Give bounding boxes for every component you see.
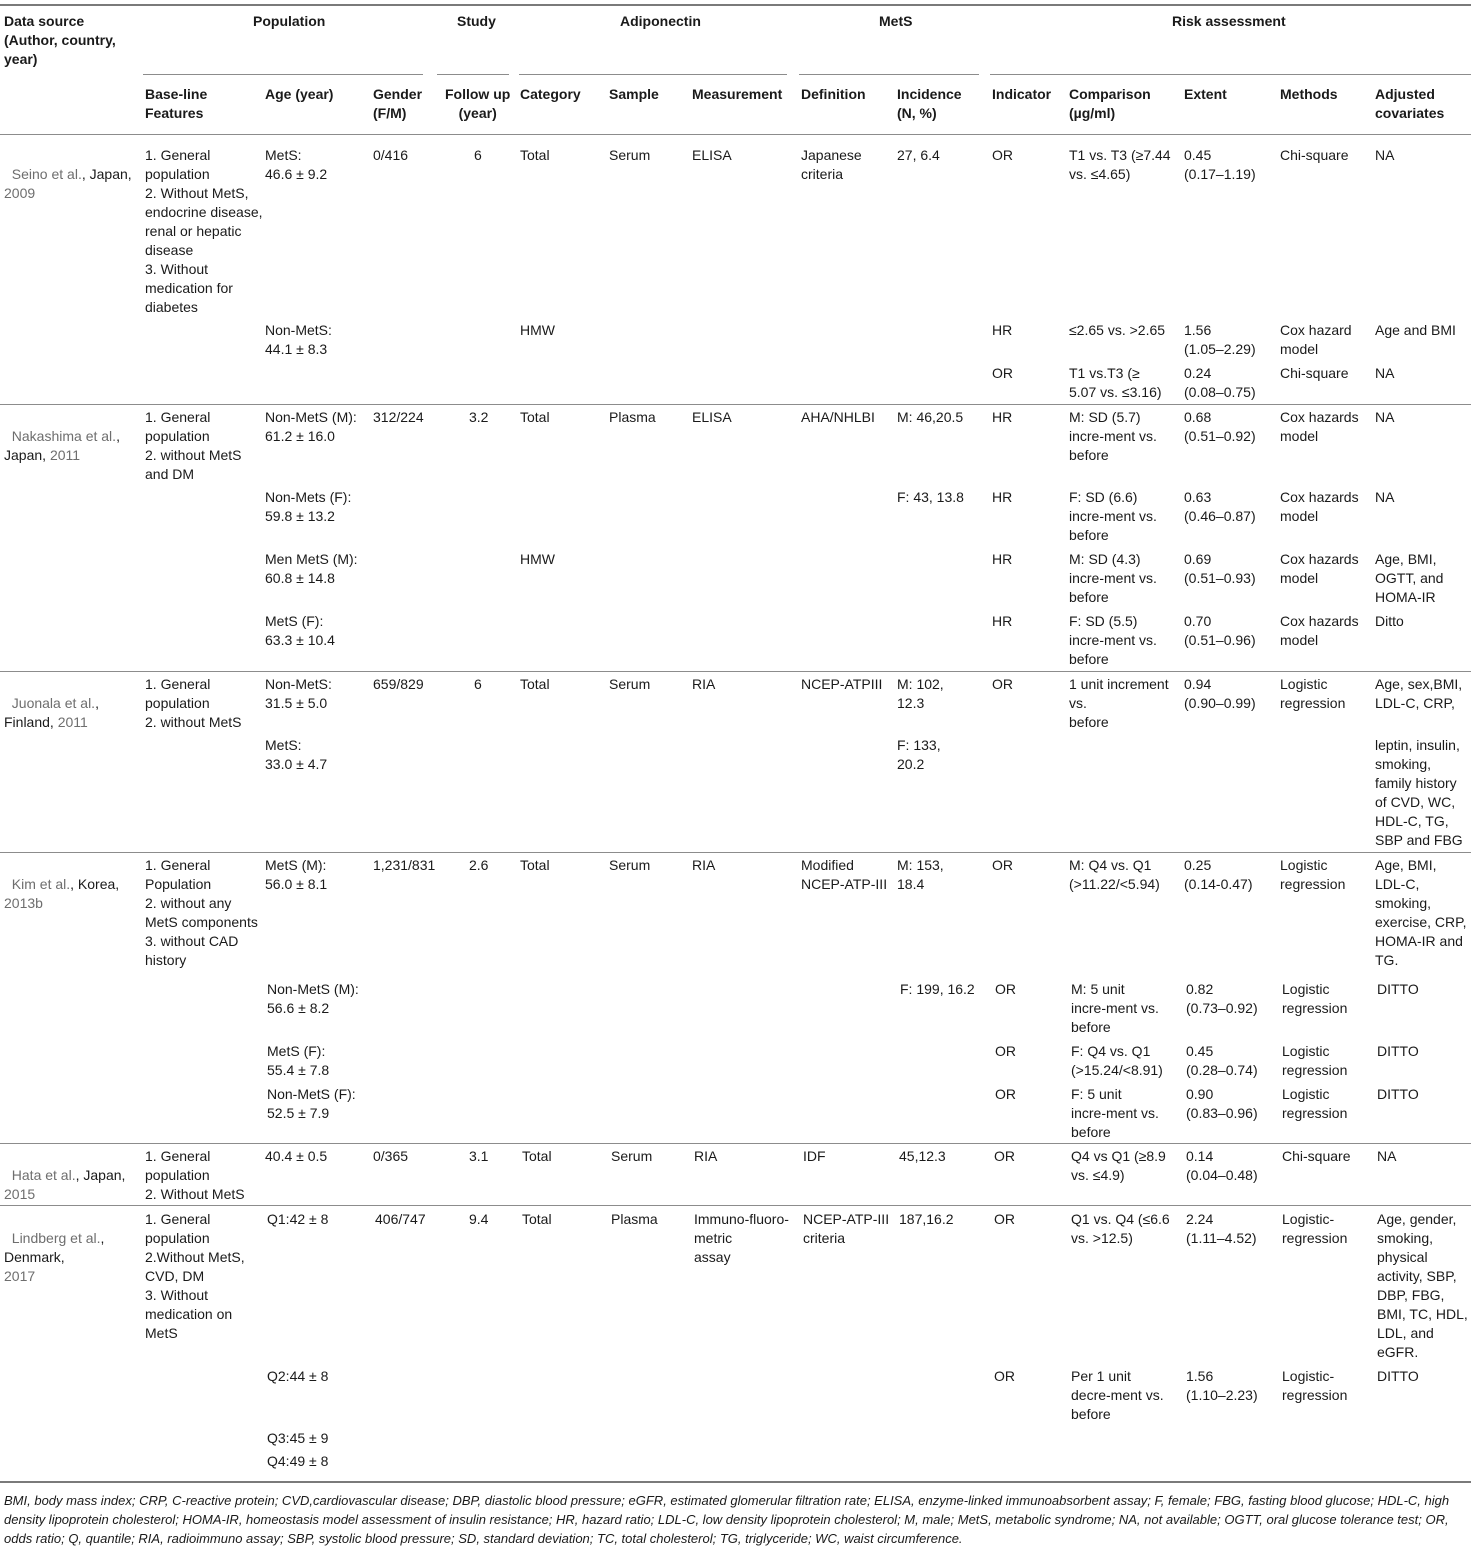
definition-cell: NCEP-ATP-III criteria [803, 1211, 890, 1246]
comparison-cell: ≤2.65 vs. >2.65 [1069, 322, 1166, 338]
source-country: Denmark, [4, 1249, 65, 1265]
author-link[interactable]: Lindberg et al. [11, 1230, 101, 1246]
indicator-cell: OR [992, 676, 1013, 692]
source-country: Japan, [4, 447, 50, 463]
definition-cell: Modified NCEP-ATP-III [801, 857, 888, 892]
followup-cell: 6 [474, 676, 482, 692]
category-cell: Total [520, 857, 550, 873]
incidence-cell: 45,12.3 [899, 1148, 946, 1164]
risk-group-rule [990, 74, 1471, 75]
incidence-cell: F: 199, 16.2 [900, 981, 975, 997]
baseline-features: 1. General population 2. without MetS and DM [145, 409, 242, 482]
source-country: , [95, 695, 99, 711]
followup-cell: 2.6 [469, 857, 489, 873]
comparison-cell: M: Q4 vs. Q1 (>11.22/<5.94) [1069, 857, 1160, 892]
indicator-cell: OR [992, 857, 1013, 873]
comparison-cell: M: 5 unit incre-ment vs. before [1071, 981, 1159, 1035]
row-divider [0, 404, 1471, 405]
methods-cell: Cox hazards model [1280, 409, 1359, 444]
header-definition: Definition [801, 86, 866, 102]
comparison-cell: Q4 vs Q1 (≥8.9 vs. ≤4.9) [1071, 1148, 1166, 1183]
methods-cell: Cox hazards model [1280, 489, 1359, 524]
indicator-cell: HR [992, 322, 1013, 338]
sample-cell: Plasma [611, 1211, 658, 1227]
measurement-cell: Immuno-fluoro- metric assay [694, 1211, 789, 1265]
indicator-cell: OR [995, 1086, 1016, 1102]
methods-cell: Logistic- regression [1282, 1211, 1348, 1246]
comparison-cell: Per 1 unit decre-ment vs. before [1071, 1368, 1164, 1422]
sample-cell: Serum [609, 857, 651, 873]
age-cell: MetS: 46.6 ± 9.2 [265, 147, 328, 182]
gender-cell: 0/365 [373, 1148, 409, 1164]
incidence-cell: F: 133, 20.2 [897, 737, 941, 772]
definition-cell: Japanese criteria [801, 147, 862, 182]
age-cell: MetS (F): 55.4 ± 7.8 [267, 1043, 330, 1078]
indicator-cell: OR [992, 147, 1013, 163]
year-link[interactable]: 2011 [57, 714, 88, 730]
sample-cell: Plasma [609, 409, 656, 425]
year-link[interactable]: 2015 [4, 1186, 36, 1202]
table-bottom-rule [0, 1481, 1471, 1483]
covariates-cell: NA [1375, 147, 1395, 163]
row-divider [0, 1205, 1471, 1206]
sample-cell: Serum [609, 147, 651, 163]
population-group-rule [143, 74, 423, 75]
mets-group-rule [799, 74, 979, 75]
category-cell: Total [522, 1148, 552, 1164]
source-country: , [100, 1230, 105, 1246]
header-data-source: Data source (Author, country, year) [4, 13, 116, 67]
category-cell: HMW [520, 322, 555, 338]
indicator-cell: OR [992, 365, 1013, 381]
extent-cell: 0.63 (0.46–0.87) [1184, 489, 1256, 524]
incidence-cell: M: 46,20.5 [897, 409, 964, 425]
comparison-cell: Q1 vs. Q4 (≤6.6 vs. >12.5) [1071, 1211, 1170, 1246]
baseline-features: 1. General population 2. Without MetS, endocrine disease, renal or hepatic disease 3. Without medication for diabetes [145, 147, 263, 315]
header-bottom-rule [0, 134, 1471, 135]
source-country: , [116, 428, 120, 444]
covariates-cell: NA [1375, 409, 1395, 425]
extent-cell: 0.14 (0.04–0.48) [1186, 1148, 1258, 1183]
covariates-cell: Age, gender, smoking, physical activity, SBP, DBP, FBG, BMI, TC, HDL, LDL, and eGFR. [1377, 1211, 1468, 1360]
comparison-cell: M: SD (5.7) incre-ment vs. before [1069, 409, 1157, 463]
age-cell: Q3:45 ± 9 [267, 1430, 329, 1446]
measurement-cell: ELISA [692, 147, 732, 163]
indicator-cell: HR [992, 613, 1013, 629]
methods-cell: Logistic regression [1280, 676, 1346, 711]
category-cell: Total [520, 147, 550, 163]
table-top-rule [0, 4, 1471, 6]
covariates-cell: NA [1377, 1148, 1397, 1164]
source-cell [4, 146, 132, 203]
extent-cell: 0.69 (0.51–0.93) [1184, 551, 1256, 586]
comparison-cell: T1 vs. T3 (≥7.44 vs. ≤4.65) [1069, 147, 1171, 182]
methods-cell: Chi-square [1282, 1148, 1351, 1164]
gender-cell: 1,231/831 [373, 857, 436, 873]
age-cell: Men MetS (M): 60.8 ± 14.8 [265, 551, 358, 586]
gender-cell: 312/224 [373, 409, 424, 425]
measurement-cell: RIA [694, 1148, 718, 1164]
comparison-cell: F: 5 unit incre-ment vs. before [1071, 1086, 1159, 1140]
indicator-cell: OR [994, 1368, 1015, 1384]
header-category: Category [520, 86, 581, 102]
baseline-features: 1. General Population 2. without any MetS components 3. without CAD history [145, 857, 258, 968]
comparison-cell: F: SD (5.5) incre-ment vs. before [1069, 613, 1157, 667]
adiponectin-group-rule [519, 74, 787, 75]
measurement-cell: RIA [692, 857, 716, 873]
comparison-cell: 1 unit increment vs. before [1069, 676, 1169, 730]
definition-cell: NCEP-ATPIII [801, 676, 883, 692]
header-risk-assessment: Risk assessment [1172, 13, 1286, 29]
category-cell: Total [520, 676, 550, 692]
header-incidence: Incidence (N, %) [897, 86, 962, 121]
baseline-features: 1. General population 2.Without MetS, CVD, DM 3. Without medication on MetS [145, 1211, 245, 1341]
baseline-features: 1. General population 2. without MetS [145, 676, 242, 730]
study-group-rule [437, 74, 509, 75]
age-cell: Non-MetS: 31.5 ± 5.0 [265, 676, 332, 711]
table-footnote: BMI, body mass index; CRP, C-reactive protein; CVD,cardiovascular disease; DBP, diastolic blood pressure; eGFR, estimated glomerular filtration rate; ELISA, enzyme-linked immunoabsorbent assay; F, female; FBG, fasting blood glucose; HDL-C, high density lipoprotein cholesterol; HOMA-IR, homeostasis model assessment of insulin resistance; HR, hazard ratio; LDL-C, low density lipoprotein cholesterol; M, male; MetS, metabolic syndrome; NA, not available; OGTT, oral glucose tolerance test; OR, odds ratio; Q, quantile; RIA, radioimmuno assay; SBP, systolic blood pressure; SD, standard deviation; TC, total cholesterol; TG, triglyceride; WC, waist circumference. [4, 1493, 1450, 1546]
comparison-cell: F: SD (6.6) incre-ment vs. before [1069, 489, 1157, 543]
definition-cell: AHA/NHLBI [801, 409, 875, 425]
incidence-cell: F: 43, 13.8 [897, 489, 964, 505]
header-age: Age (year) [265, 86, 334, 102]
followup-cell: 9.4 [469, 1211, 489, 1227]
header-extent: Extent [1184, 86, 1227, 102]
methods-cell: Logistic- regression [1282, 1368, 1348, 1403]
row-divider [0, 852, 1471, 853]
age-cell: Non-MetS: 44.1 ± 8.3 [265, 322, 332, 357]
comparison-cell: F: Q4 vs. Q1 (>15.24/<8.91) [1071, 1043, 1163, 1078]
year-link[interactable]: 2009 [4, 185, 36, 201]
age-cell: MetS: 33.0 ± 4.7 [265, 737, 328, 772]
header-mets: MetS [879, 13, 913, 29]
covariates-cell: DITTO [1377, 1043, 1419, 1059]
header-measurement: Measurement [692, 86, 783, 102]
covariates-cell: Age and BMI [1375, 322, 1456, 338]
extent-cell: 0.82 (0.73–0.92) [1186, 981, 1258, 1016]
age-cell: Q4:49 ± 8 [267, 1453, 329, 1469]
indicator-cell: HR [992, 551, 1013, 567]
header-baseline: Base-line Features [145, 86, 208, 121]
extent-cell: 2.24 (1.11–4.52) [1186, 1211, 1257, 1246]
row-divider [0, 1143, 1471, 1144]
extent-cell: 1.56 (1.05–2.29) [1184, 322, 1256, 357]
indicator-cell: OR [995, 981, 1016, 997]
year-link[interactable]: 2013b [4, 895, 43, 911]
extent-cell: 1.56 (1.10–2.23) [1186, 1368, 1258, 1403]
header-population: Population [253, 13, 326, 29]
covariates-cell: Age, sex,BMI, LDL-C, CRP, [1375, 676, 1463, 711]
extent-cell: 0.68 (0.51–0.92) [1184, 409, 1256, 444]
extent-cell: 0.45 (0.28–0.74) [1186, 1043, 1258, 1078]
header-adjusted-covariates: Adjusted covariates [1375, 86, 1445, 121]
header-methods: Methods [1280, 86, 1338, 102]
comparison-cell: T1 vs.T3 (≥ 5.07 vs. ≤3.16) [1069, 365, 1162, 400]
covariates-cell: DITTO [1377, 981, 1419, 997]
covariates-cell: DITTO [1377, 1086, 1419, 1102]
header-sample: Sample [609, 86, 659, 102]
header-study: Study [457, 13, 496, 29]
definition-cell: IDF [803, 1148, 826, 1164]
covariates-cell: leptin, insulin, smoking, family history of CVD, WC, HDL-C, TG, SBP and FBG [1375, 737, 1463, 848]
methods-cell: Chi-square [1280, 365, 1349, 381]
indicator-cell: OR [994, 1148, 1015, 1164]
incidence-cell: 187,16.2 [899, 1211, 954, 1227]
methods-cell: Logistic regression [1280, 857, 1346, 892]
age-cell: Non-MetS (M): 56.6 ± 8.2 [267, 981, 359, 1016]
age-cell: MetS (M): 56.0 ± 8.1 [265, 857, 328, 892]
header-follow-up: Follow up (year) [445, 86, 511, 121]
methods-cell: Cox hazards model [1280, 551, 1359, 586]
baseline-features: 1. General population 2. Without MetS [145, 1148, 245, 1202]
measurement-cell: ELISA [692, 409, 732, 425]
author-link[interactable]: Nakashima et al. [11, 428, 117, 444]
age-cell: Non-MetS (M): 61.2 ± 16.0 [265, 409, 357, 444]
covariates-cell: Age, BMI, LDL-C, smoking, exercise, CRP, HOMA-IR and TG. [1375, 857, 1467, 968]
age-cell: Non-MetS (F): 52.5 ± 7.9 [267, 1086, 356, 1121]
category-cell: Total [520, 409, 550, 425]
source-cell [4, 408, 120, 465]
extent-cell: 0.45 (0.17–1.19) [1184, 147, 1256, 182]
covariates-cell: Ditto [1375, 613, 1404, 629]
header-adiponectin: Adiponectin [620, 13, 701, 29]
incidence-cell: 27, 6.4 [897, 147, 940, 163]
comparison-cell: M: SD (4.3) incre-ment vs. before [1069, 551, 1157, 605]
source-country: , Japan, [81, 166, 132, 182]
indicator-cell: HR [992, 489, 1013, 505]
followup-cell: 6 [474, 147, 482, 163]
year-link[interactable]: 2017 [4, 1268, 36, 1284]
followup-cell: 3.2 [469, 409, 489, 425]
methods-cell: Cox hazards model [1280, 613, 1359, 648]
category-cell: HMW [520, 551, 555, 567]
age-cell: MetS (F): 63.3 ± 10.4 [265, 613, 335, 648]
author-link[interactable]: Kim et al. [11, 876, 71, 892]
header-comparison: Comparison (µg/ml) [1069, 86, 1151, 121]
gender-cell: 659/829 [373, 676, 424, 692]
followup-cell: 3.1 [469, 1148, 489, 1164]
category-cell: Total [522, 1211, 552, 1227]
gender-cell: 406/747 [375, 1211, 426, 1227]
extent-cell: 0.94 (0.90–0.99) [1184, 676, 1256, 711]
source-cell [4, 1210, 104, 1286]
extent-cell: 0.24 (0.08–0.75) [1184, 365, 1256, 400]
source-cell [4, 675, 99, 732]
source-country: Finland, [4, 714, 58, 730]
methods-cell: Logistic regression [1282, 1086, 1348, 1121]
indicator-cell: OR [994, 1211, 1015, 1227]
covariates-cell: NA [1375, 365, 1395, 381]
methods-cell: Cox hazard model [1280, 322, 1352, 357]
gender-cell: 0/416 [373, 147, 409, 163]
extent-cell: 0.25 (0.14-0.47) [1184, 857, 1253, 892]
methods-cell: Chi-square [1280, 147, 1349, 163]
row-divider [0, 671, 1471, 672]
measurement-cell: RIA [692, 676, 716, 692]
age-cell: 40.4 ± 0.5 [265, 1148, 328, 1164]
sample-cell: Serum [611, 1148, 653, 1164]
sample-cell: Serum [609, 676, 651, 692]
indicator-cell: OR [995, 1043, 1016, 1059]
age-cell: Q2:44 ± 8 [267, 1368, 329, 1384]
incidence-cell: M: 153, 18.4 [897, 857, 944, 892]
indicator-cell: HR [992, 409, 1013, 425]
year-link[interactable]: 2011 [49, 447, 81, 463]
header-indicator: Indicator [992, 86, 1052, 102]
source-cell [4, 1147, 125, 1204]
extent-cell: 0.70 (0.51–0.96) [1184, 613, 1256, 648]
source-country: , Japan, [75, 1167, 126, 1183]
covariates-cell: NA [1375, 489, 1395, 505]
methods-cell: Logistic regression [1282, 981, 1348, 1016]
source-country: , Korea, [70, 876, 120, 892]
header-gender: Gender (F/M) [373, 86, 423, 121]
covariates-cell: Age, BMI, OGTT, and HOMA-IR [1375, 551, 1444, 605]
source-cell [4, 856, 119, 913]
author-link[interactable]: Juonala et al. [11, 695, 96, 711]
author-link[interactable]: Hata et al. [11, 1167, 76, 1183]
age-cell: Non-Mets (F): 59.8 ± 13.2 [265, 489, 352, 524]
methods-cell: Logistic regression [1282, 1043, 1348, 1078]
extent-cell: 0.90 (0.83–0.96) [1186, 1086, 1258, 1121]
age-cell: Q1:42 ± 8 [267, 1211, 329, 1227]
author-link[interactable]: Seino et al. [11, 166, 82, 182]
covariates-cell: DITTO [1377, 1368, 1419, 1384]
incidence-cell: M: 102, 12.3 [897, 676, 944, 711]
